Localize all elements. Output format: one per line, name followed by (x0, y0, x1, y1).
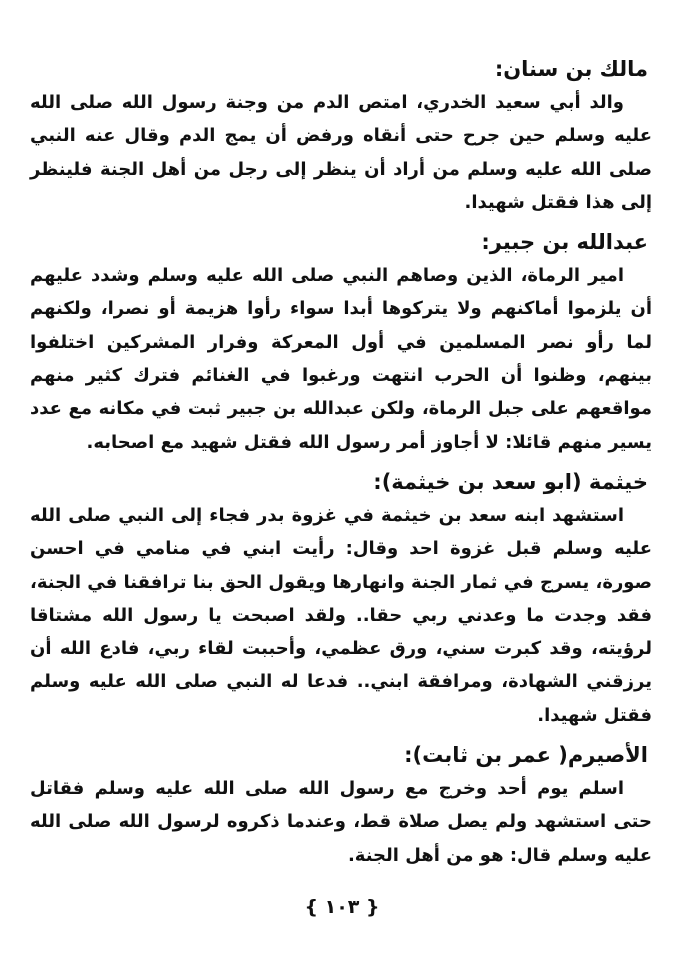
section-heading-usayrim: الأصيرم( عمر بن ثابت): (404, 743, 648, 768)
section-heading-khaythama: خيثمة (ابو سعد بن خيثمة): (373, 469, 648, 494)
section-text-khaythama: استشهد ابنه سعد بن خيثمة في غزوة بدر فجاء إلى النبي صلى الله عليه وسلم قبل غزوة احد وقال: رأيت ابني في منامي في احسن صورة، يسرج في ثمار الجنة وانهارها ويقول الحق بنا ترافقنا في الجنة، فقد وجدت ما وعدني ربي حقا.. ولقد اصبحت يا رسول الله مشتاقا لرؤيته، وقد كبرت سني، ورق عظمي، وأحببت لقاء ربي، فادع الله أن يرزقني الشهادة، ومرافقة ابني.. فدعا له النبي صلى الله عليه وسلم فقتل شهيدا. (30, 504, 652, 726)
page-number: { ١٠٣ } (304, 896, 380, 918)
section-text-malik: والد أبي سعيد الخدري، امتص الدم من وجنة رسول الله صلى الله عليه وسلم حين جرح حتى أنقاه ورفض أن يمج الدم وقال عنه النبي صلى الله عليه وسلم من أراد أن ينظر إلى رجل من أهل الجنة فلينظر إلى هذا فقتل شهيدا. (30, 92, 652, 213)
section-text-usayrim: اسلم يوم أحد وخرج مع رسول الله صلى الله عليه وسلم فقاتل حتى استشهد ولم يصل صلاة قط، وعندما ذكروه لرسول الله صلى الله عليه وسلم قال: هو من أهل الجنة. (30, 778, 652, 866)
section-text-abdullah: امير الرماة، الذين وصاهم النبي صلى الله عليه وسلم وشدد عليهم أن يلزموا أماكنهم ولا يتركوها أبدا سواء رأوا هزيمة أو نصرا، ولكنهم لما رأو نصر المسلمين في أول المعركة وفرار المشركين اختلفوا بينهم، وظنوا أن الحرب انتهت ورغبوا في الغنائم فترك كثير منهم مواقعهم على جبل الرماة، ولكن عبدالله بن جبير ثبت في مكانه مع عدد يسير منهم قائلا: لا أجاوز أمر رسول الله فقتل شهيد مع اصحابه. (30, 265, 652, 453)
section-heading-malik: مالك بن سنان: (494, 57, 648, 81)
section-heading-abdullah: عبدالله بن جبير: (481, 230, 648, 255)
page-body (30, 52, 652, 878)
